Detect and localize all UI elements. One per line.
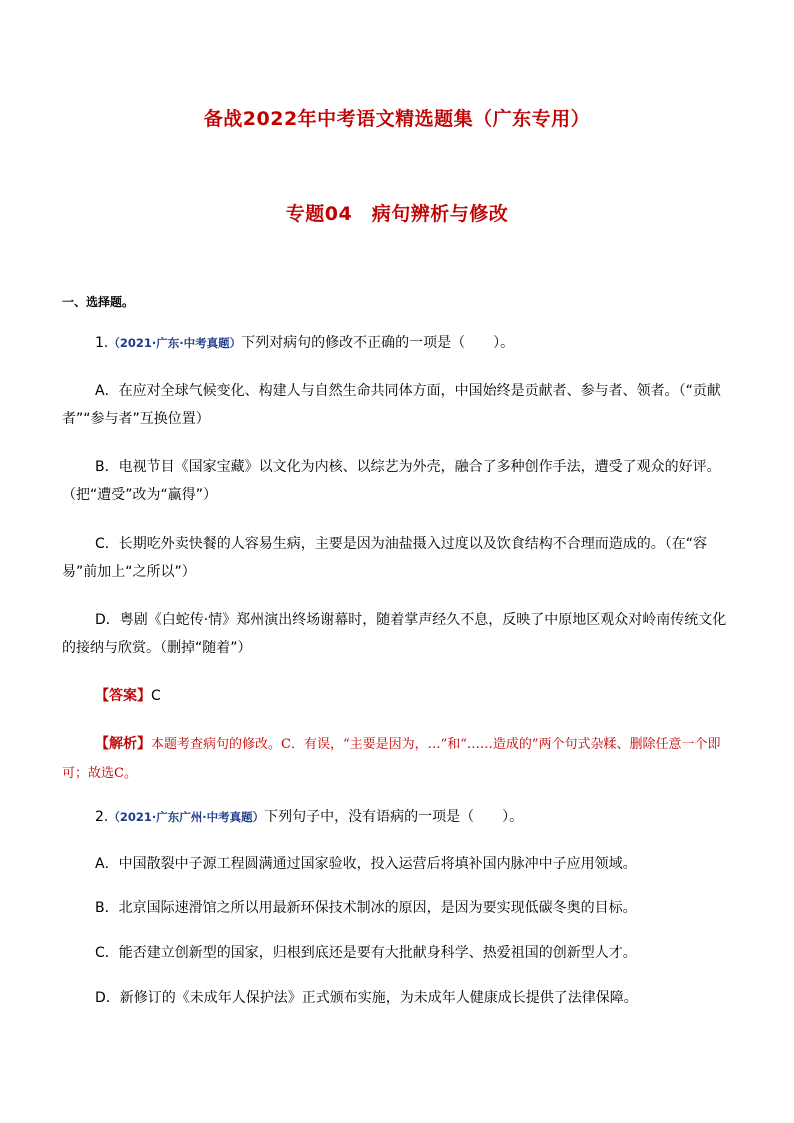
explanation-text: 本题考查病句的修改。C．有误，“主要是因为，…”和“……造成的”两个句式杂糅、删除任意一个即可；故选C。 [62,737,721,781]
question-1-text: 下列对病句的修改不正确的一项是（ ）。 [241,335,515,351]
question-1-option-a: A．在应对全球气候变化、构建人与自然生命共同体方面，中国始终是贡献者、参与者、领者。（“贡献者”“参与者”互换位置） [62,383,721,427]
question-2-source: （2021·广东广州·中考真题） [108,810,265,824]
question-2-stem [62,803,734,831]
question-1-option-d: D．粤剧《白蛇传·情》郑州演出终场谢幕时，随着掌声经久不息，反映了中原地区观众对岭南传统文化的接纳与欣赏。（删掉“随着”） [62,612,727,656]
document-title: 备战2022年中考语文精选题集（广东专用） [203,108,591,130]
question-2-number: 2. [95,809,109,825]
question-2-option-d: D．新修订的《未成年人保护法》正式颁布实施，为未成年人健康成长提供了法律保障。 [95,990,638,1006]
question-1-explanation [62,730,734,788]
question-1-option-b: B．电视节目《国家宝藏》以文化为内核、以综艺为外壳，融合了多种创作手法，遭受了观众的好评。（把“遭受”改为“赢得”） [62,459,721,503]
answer-label: 【答案】 [95,688,151,704]
question-1-stem [62,329,734,357]
answer-value: C [151,688,161,704]
question-2-text: 下列句子中，没有语病的一项是（ ）。 [264,809,524,825]
section-heading: 一、选择题。 [62,295,135,309]
question-2-option-b: B．北京国际速滑馆之所以用最新环保技术制冰的原因，是因为要实现低碳冬奥的目标。 [95,900,637,916]
explanation-label: 【解析】 [95,736,151,752]
question-2-option-a: A．中国散裂中子源工程圆满通过国家验收，投入运营后将填补国内脉冲中子应用领域。 [95,856,637,872]
question-1-answer [62,682,734,710]
question-2-option-c: C．能否建立创新型的国家，归根到底还是要有大批献身科学、热爱祖国的创新型人才。 [95,945,637,961]
document-subtitle: 专题04 病句辨析与修改 [285,203,509,225]
question-1-number: 1. [95,335,109,351]
question-1-option-c: C．长期吃外卖快餐的人容易生病，主要是因为油盐摄入过度以及饮食结构不合理而造成的。（在“容易”前加上“之所以”） [62,536,708,580]
question-1-source: （2021·广东·中考真题） [108,336,242,350]
